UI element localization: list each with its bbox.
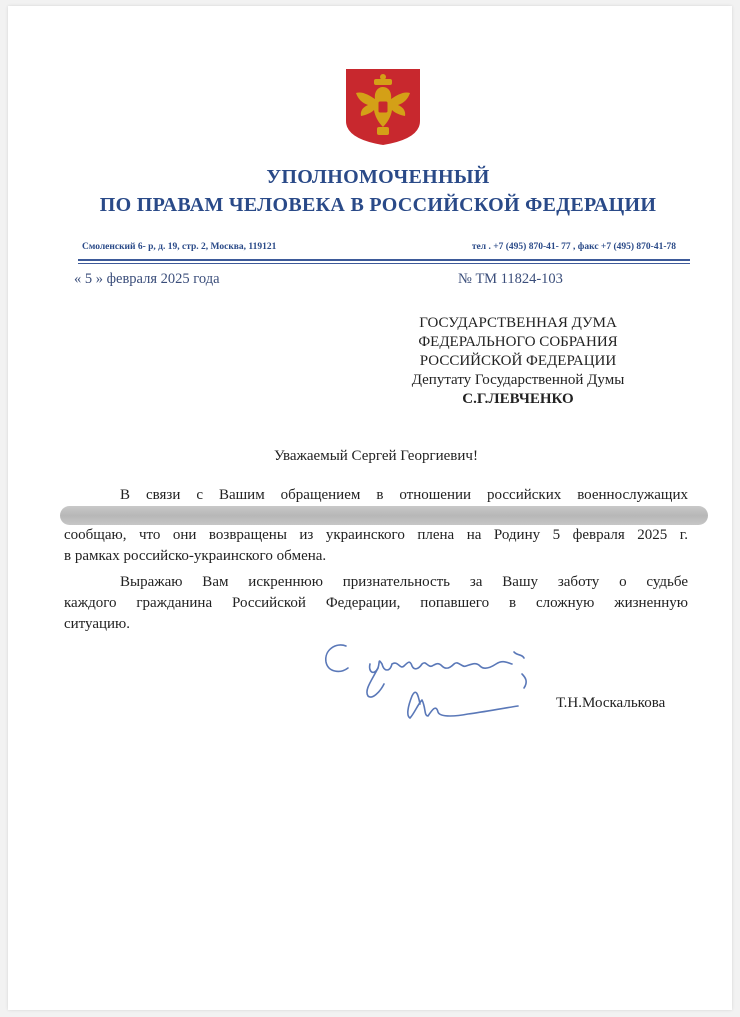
paragraph2-line1: Выражаю Вам искреннюю признательность за Вашу заботу о судьбе (120, 574, 688, 590)
coat-of-arms-icon (344, 67, 422, 147)
addressee-line3: РОССИЙСКОЙ ФЕДЕРАЦИИ (419, 353, 617, 369)
salutation: Уважаемый Сергей Георгиевич! (274, 448, 478, 464)
signer-name: Т.Н.Москалькова (556, 695, 666, 711)
addressee-line2: ФЕДЕРАЛЬНОГО СОБРАНИЯ (418, 334, 618, 350)
org-contacts: тел . +7 (495) 870-41- 77 , факс +7 (495) 870-41-78 (471, 242, 676, 252)
paragraph1-line2: сообщаю, что они возвращены из украинского плена на Родину 5 февраля 2025 г. (64, 527, 688, 543)
addressee-line4: Депутату Государственной Думы (411, 372, 625, 388)
header-divider-thin (78, 263, 690, 264)
org-title-line1: УПОЛНОМОЧЕННЫЙ (266, 166, 490, 188)
org-address: Смоленский 6- р, д. 19, стр. 2, Москва, 119121 (82, 242, 277, 252)
addressee-block (368, 314, 668, 409)
letter-number: № ТМ 11824-103 (458, 271, 563, 287)
org-title-line2: ПО ПРАВАМ ЧЕЛОВЕКА В РОССИЙСКОЙ ФЕДЕРАЦИИ (99, 194, 657, 216)
redaction-bar (60, 506, 708, 525)
paragraph1-line1: В связи с Вашим обращением в отношении российских военнослужащих (120, 487, 688, 503)
addressee-line1: ГОСУДАРСТВЕННАЯ ДУМА (419, 315, 617, 331)
letter-date: « 5 » февраля 2025 года (74, 271, 220, 287)
paragraph1-line3: в рамках российско-украинского обмена. (64, 548, 327, 564)
paragraph2-line2: каждого гражданина Российской Федерации, попавшего в сложную жизненную (64, 595, 688, 611)
handwritten-signature (308, 634, 548, 734)
letter-sheet (8, 6, 732, 1010)
header-divider (78, 259, 690, 261)
addressee-name: С.Г.ЛЕВЧЕНКО (462, 391, 574, 407)
paragraph2-line3: ситуацию. (64, 616, 131, 632)
